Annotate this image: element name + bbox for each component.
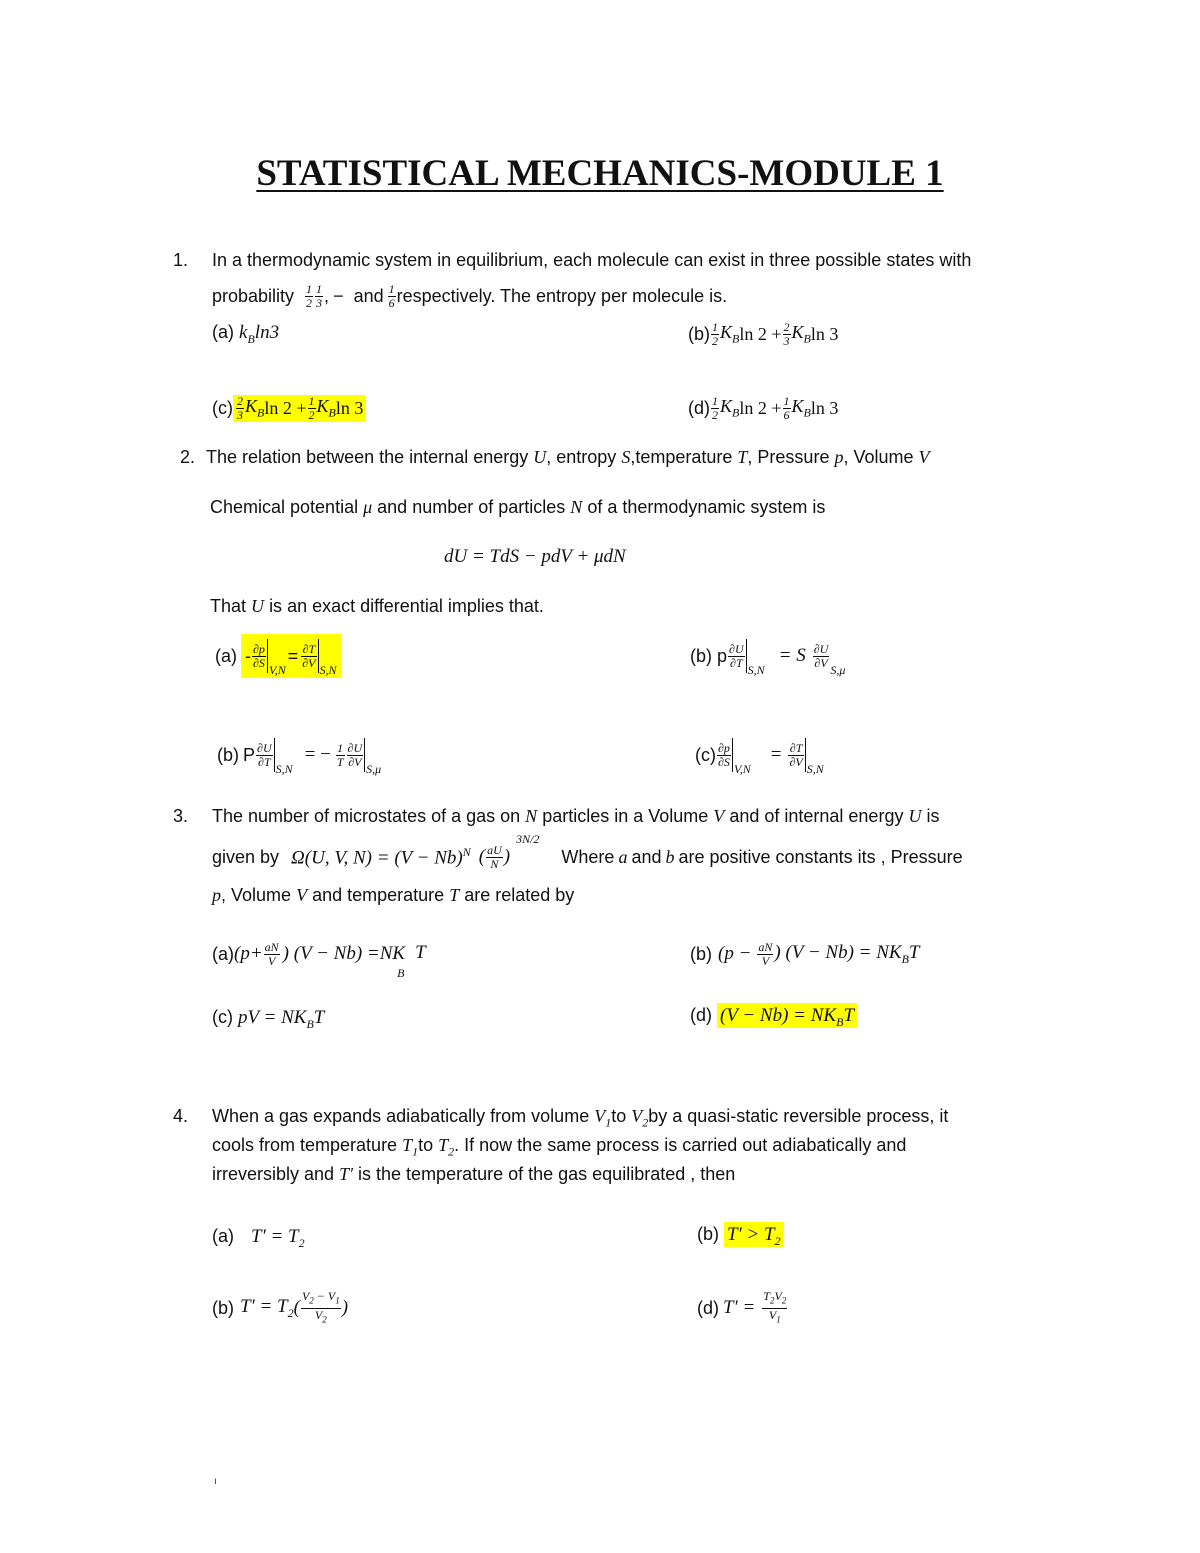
numerator: ∂p <box>718 740 730 755</box>
denominator: 2 <box>712 407 718 422</box>
question-text-line <box>212 1106 948 1131</box>
denominator: N <box>490 856 499 871</box>
page-footer-mark: ı <box>214 1476 217 1487</box>
math: T <box>313 1007 325 1028</box>
numerator: aU <box>487 842 502 857</box>
option-b[interactable] <box>690 932 920 976</box>
math: = − <box>304 744 331 765</box>
math: T <box>438 1135 449 1155</box>
math: T <box>737 447 748 467</box>
fraction <box>762 1290 787 1326</box>
option-label: (a) <box>212 322 234 342</box>
text: and temperature <box>312 885 445 905</box>
math: μ <box>363 497 373 517</box>
subscript: B <box>257 405 265 420</box>
subscript: B <box>803 331 811 346</box>
text: cools from temperature <box>212 1135 398 1155</box>
question-number: 4. <box>173 1106 189 1126</box>
numerator: 1 <box>712 319 718 334</box>
question-number: 3. <box>173 806 189 826</box>
text: ,temperature <box>630 447 733 467</box>
text: particles in a Volume <box>542 806 709 826</box>
option-label: (d) <box>697 1297 719 1318</box>
subscript: V,N <box>733 762 751 776</box>
denominator: 3 <box>316 295 323 310</box>
subscript: 1 <box>335 1295 340 1306</box>
text: and <box>631 846 662 867</box>
math: U <box>533 447 547 467</box>
subscript: 2 <box>781 1295 787 1306</box>
denominator: 2 <box>308 407 315 422</box>
question-text-line <box>212 1164 735 1185</box>
math: T <box>402 1135 413 1155</box>
page-title: STATISTICAL MECHANICS-MODULE 1 <box>256 153 944 194</box>
text: probability <box>212 285 295 306</box>
text: , Volume <box>221 885 292 905</box>
numerator: ∂U <box>257 740 272 755</box>
option-label: (b) <box>690 645 712 666</box>
text: and of internal energy <box>729 806 904 826</box>
numerator: ∂U <box>347 740 363 755</box>
math: K <box>316 395 329 416</box>
text: is an exact differential implies that. <box>269 596 544 616</box>
denominator: ∂T <box>258 754 271 769</box>
math: V <box>918 447 930 467</box>
option-d[interactable] <box>690 1005 857 1030</box>
highlighted-answer <box>724 1222 784 1247</box>
math: ( <box>293 1297 300 1318</box>
subscript: S,N <box>275 762 293 776</box>
highlighted-answer <box>717 1003 857 1028</box>
denominator: ∂T <box>730 655 743 670</box>
numerator: aN <box>264 939 279 954</box>
math: − <box>313 1289 328 1304</box>
math: U <box>251 596 265 616</box>
denominator: ∂V <box>814 655 828 670</box>
option-label: (b) <box>688 323 710 344</box>
math: T′ = T <box>240 1295 288 1317</box>
highlighted-answer <box>233 395 365 422</box>
subscript: 2 <box>322 1313 327 1324</box>
subscript: 1 <box>605 1115 612 1130</box>
subscript: B <box>247 331 255 346</box>
separator: , <box>324 285 330 306</box>
option-b-2[interactable] <box>217 733 381 777</box>
math: V <box>296 885 308 905</box>
option-a[interactable] <box>215 634 341 678</box>
math: T <box>763 1289 770 1304</box>
math: V <box>301 1289 310 1304</box>
question-number: 1. <box>173 250 189 270</box>
denominator: 6 <box>388 295 395 310</box>
denominator: ∂V <box>302 655 316 670</box>
question-text-line <box>212 885 574 906</box>
option-label: (d) <box>688 397 710 418</box>
text: . If now the same process is carried out adiabatically and <box>454 1135 907 1155</box>
math: T′ = T <box>251 1226 299 1247</box>
option-label: (b) <box>217 744 239 765</box>
subscript: 2 <box>287 1305 294 1320</box>
text: are related by <box>464 885 575 905</box>
subscript: 2 <box>774 1233 781 1248</box>
denominator: 3 <box>237 407 243 422</box>
text: , Volume <box>843 447 914 467</box>
text: is the temperature of the gas equilibrated , then <box>358 1164 736 1184</box>
math: N <box>525 806 538 826</box>
option-label: (c) <box>212 1007 233 1027</box>
subscript: 1 <box>776 1313 781 1324</box>
subscript: S,N <box>806 762 824 776</box>
math: a <box>618 846 628 867</box>
subscript: S,N <box>319 663 337 677</box>
option-c[interactable] <box>212 388 365 428</box>
superscript: N <box>462 844 471 859</box>
math: K <box>791 395 804 416</box>
option-label: (a) <box>212 1226 234 1246</box>
numerator: 1 <box>308 393 315 408</box>
math: pV = NK <box>238 1007 307 1028</box>
math: ln3 <box>254 322 280 343</box>
option-a[interactable] <box>212 1226 305 1251</box>
numerator: aN <box>758 939 773 954</box>
fraction <box>388 283 396 310</box>
equation: dU = TdS − pdV + μdN <box>444 546 626 567</box>
option-b[interactable] <box>688 314 838 354</box>
fraction <box>315 283 323 310</box>
option-d[interactable] <box>688 388 838 428</box>
math: U <box>908 806 922 826</box>
math: ln 3 <box>335 397 364 418</box>
text: The number of microstates of a gas on <box>212 806 521 826</box>
math: V <box>594 1106 606 1126</box>
option-label: (b) <box>690 943 712 964</box>
math: K <box>720 321 733 342</box>
denominator: ∂V <box>789 754 803 769</box>
math: = <box>770 744 782 765</box>
math: V <box>768 1307 777 1322</box>
subscript: 2 <box>769 1295 775 1306</box>
option-label: (a) <box>212 943 234 964</box>
numerator: 1 <box>337 740 344 755</box>
question-text-line: probability $\frac{1}{2}$ $\frac{1}{3}$ , − and $\frac{1}{6}$ respectively. The entropy per molecule is. <box>212 281 728 310</box>
question-number: 2. <box>180 447 196 467</box>
text: of a thermodynamic system is <box>587 497 826 517</box>
denominator: V <box>267 953 276 968</box>
math: K <box>245 395 258 416</box>
numerator: 2 <box>237 393 243 408</box>
math: V <box>713 806 725 826</box>
denominator: 3 <box>783 333 790 348</box>
math: T′ <box>339 1164 354 1184</box>
question-text: In a thermodynamic system in equilibrium, each molecule can exist in three possible states with <box>212 250 972 270</box>
math: p <box>212 885 221 905</box>
math: ln 3 <box>810 397 839 418</box>
numerator: ∂T <box>789 740 803 755</box>
math: T <box>908 941 920 963</box>
math: Ω(U, V, N) = (V − Nb) <box>291 847 463 869</box>
option-label: (b) <box>697 1224 719 1244</box>
math: ln 2 + <box>739 323 782 344</box>
math: P <box>243 744 256 765</box>
math: ) (V − Nb) =NK <box>282 943 406 964</box>
subscript: 1 <box>412 1144 419 1159</box>
text: given by <box>212 846 280 867</box>
numerator: ∂U <box>729 641 744 656</box>
math: ln 2 + <box>739 397 782 418</box>
denominator: 2 <box>306 295 313 310</box>
math: S <box>621 447 631 467</box>
text: Chemical potential <box>210 497 359 517</box>
numerator: 2 <box>783 319 790 334</box>
question-text-line <box>180 447 930 468</box>
option-c[interactable] <box>695 733 824 777</box>
denominator: T <box>336 754 344 769</box>
question-text-line <box>212 1135 906 1160</box>
text: by a quasi-static reversible process, it <box>648 1106 949 1126</box>
subscript: B <box>306 1016 314 1031</box>
option-c[interactable] <box>212 1007 324 1032</box>
math: (p − <box>718 943 752 964</box>
subscript: 2 <box>642 1115 649 1130</box>
denominator: ∂V <box>348 754 362 769</box>
subscript: 2 <box>298 1235 305 1250</box>
text: to <box>611 1106 627 1126</box>
option-a[interactable] <box>212 322 279 347</box>
math: K <box>720 395 733 416</box>
numerator: 1 <box>306 281 313 296</box>
exponent: 3N/2 <box>516 832 540 846</box>
subscript: V,N <box>268 663 286 677</box>
subscript: B <box>732 331 740 346</box>
question-text-line: given by Ω(U, V, $N) = (V - Nb)^N$ ( $\frac{aU}{N}$ ) 3N/2 Where a and b are positive constants its , Pressure <box>212 832 963 871</box>
subscript: 2 <box>309 1295 314 1306</box>
math: V <box>327 1289 336 1304</box>
text: are positive constants its , Pressure <box>678 846 963 867</box>
numerator: 1 <box>316 281 323 296</box>
numerator: 1 <box>388 281 395 296</box>
denominator: V <box>761 953 770 968</box>
text: , entropy <box>546 447 617 467</box>
math: T′ = <box>723 1297 756 1318</box>
option-b[interactable] <box>690 634 845 678</box>
fraction <box>305 283 313 310</box>
text: , Pressure <box>747 447 830 467</box>
math: ) (V − Nb) = NK <box>774 941 902 963</box>
math: - <box>245 645 251 666</box>
math: ln 2 + <box>264 397 307 418</box>
math: = <box>287 645 299 666</box>
subscript: B <box>397 966 405 980</box>
denominator: ∂S <box>718 754 730 769</box>
text: to <box>418 1135 434 1155</box>
math: K <box>791 321 804 342</box>
math: V <box>314 1307 323 1322</box>
numerator: ∂U <box>813 641 829 656</box>
question-text-line <box>210 596 544 617</box>
math: V <box>631 1106 643 1126</box>
math: ln 3 <box>810 323 839 344</box>
math: k <box>239 322 248 343</box>
subscript: B <box>803 405 811 420</box>
math: ) <box>341 1297 349 1318</box>
subscript: S,μ <box>830 663 846 677</box>
numerator: ∂p <box>253 641 265 656</box>
text: The relation between the internal energy <box>206 447 529 467</box>
math: T <box>449 885 460 905</box>
math: p <box>717 645 728 666</box>
text: is <box>926 806 940 826</box>
option-b-2[interactable] <box>212 1286 348 1330</box>
numerator: 1 <box>783 393 790 408</box>
option-a[interactable] <box>212 932 429 980</box>
option-label: (d) <box>690 1005 712 1025</box>
math: (V − Nb) = NK <box>720 1005 837 1026</box>
math: T <box>843 1005 855 1026</box>
math: p <box>834 447 844 467</box>
math: V <box>774 1289 782 1304</box>
denominator: ∂S <box>253 655 265 670</box>
subscript: S,μ <box>366 762 382 776</box>
fraction <box>301 1290 341 1326</box>
option-label: (c) <box>212 397 233 418</box>
text: irreversibly and <box>212 1164 335 1184</box>
math: = S <box>778 645 806 666</box>
option-label: (a) <box>215 645 237 666</box>
text: Where <box>561 846 615 867</box>
subscript: S,N <box>747 663 765 677</box>
option-b[interactable] <box>697 1224 784 1249</box>
math: T <box>415 942 426 963</box>
math: N <box>570 497 583 517</box>
subscript: 2 <box>448 1144 455 1159</box>
text: That <box>210 596 247 616</box>
numerator: 1 <box>712 393 718 408</box>
text: and number of particles <box>377 497 566 517</box>
subscript: B <box>836 1014 844 1029</box>
option-label: (c) <box>695 744 716 765</box>
denominator: 6 <box>783 407 790 422</box>
text: When a gas expands adiabatically from volume <box>212 1106 590 1126</box>
numerator: ∂T <box>302 641 316 656</box>
option-label: (b) <box>212 1297 234 1318</box>
denominator: 2 <box>712 333 718 348</box>
text: respectively. The entropy per molecule is. <box>396 285 728 306</box>
math: (p+ <box>234 943 263 964</box>
and-word: and <box>353 285 384 306</box>
subscript: B <box>328 405 336 420</box>
subscript: B <box>732 405 740 420</box>
question-text-line <box>210 497 825 518</box>
option-d[interactable] <box>697 1286 788 1330</box>
highlighted-answer <box>241 634 341 678</box>
subscript: B <box>901 951 909 966</box>
math: b <box>665 846 675 867</box>
question-text-line <box>212 806 939 827</box>
math: T′ > T <box>727 1224 775 1245</box>
